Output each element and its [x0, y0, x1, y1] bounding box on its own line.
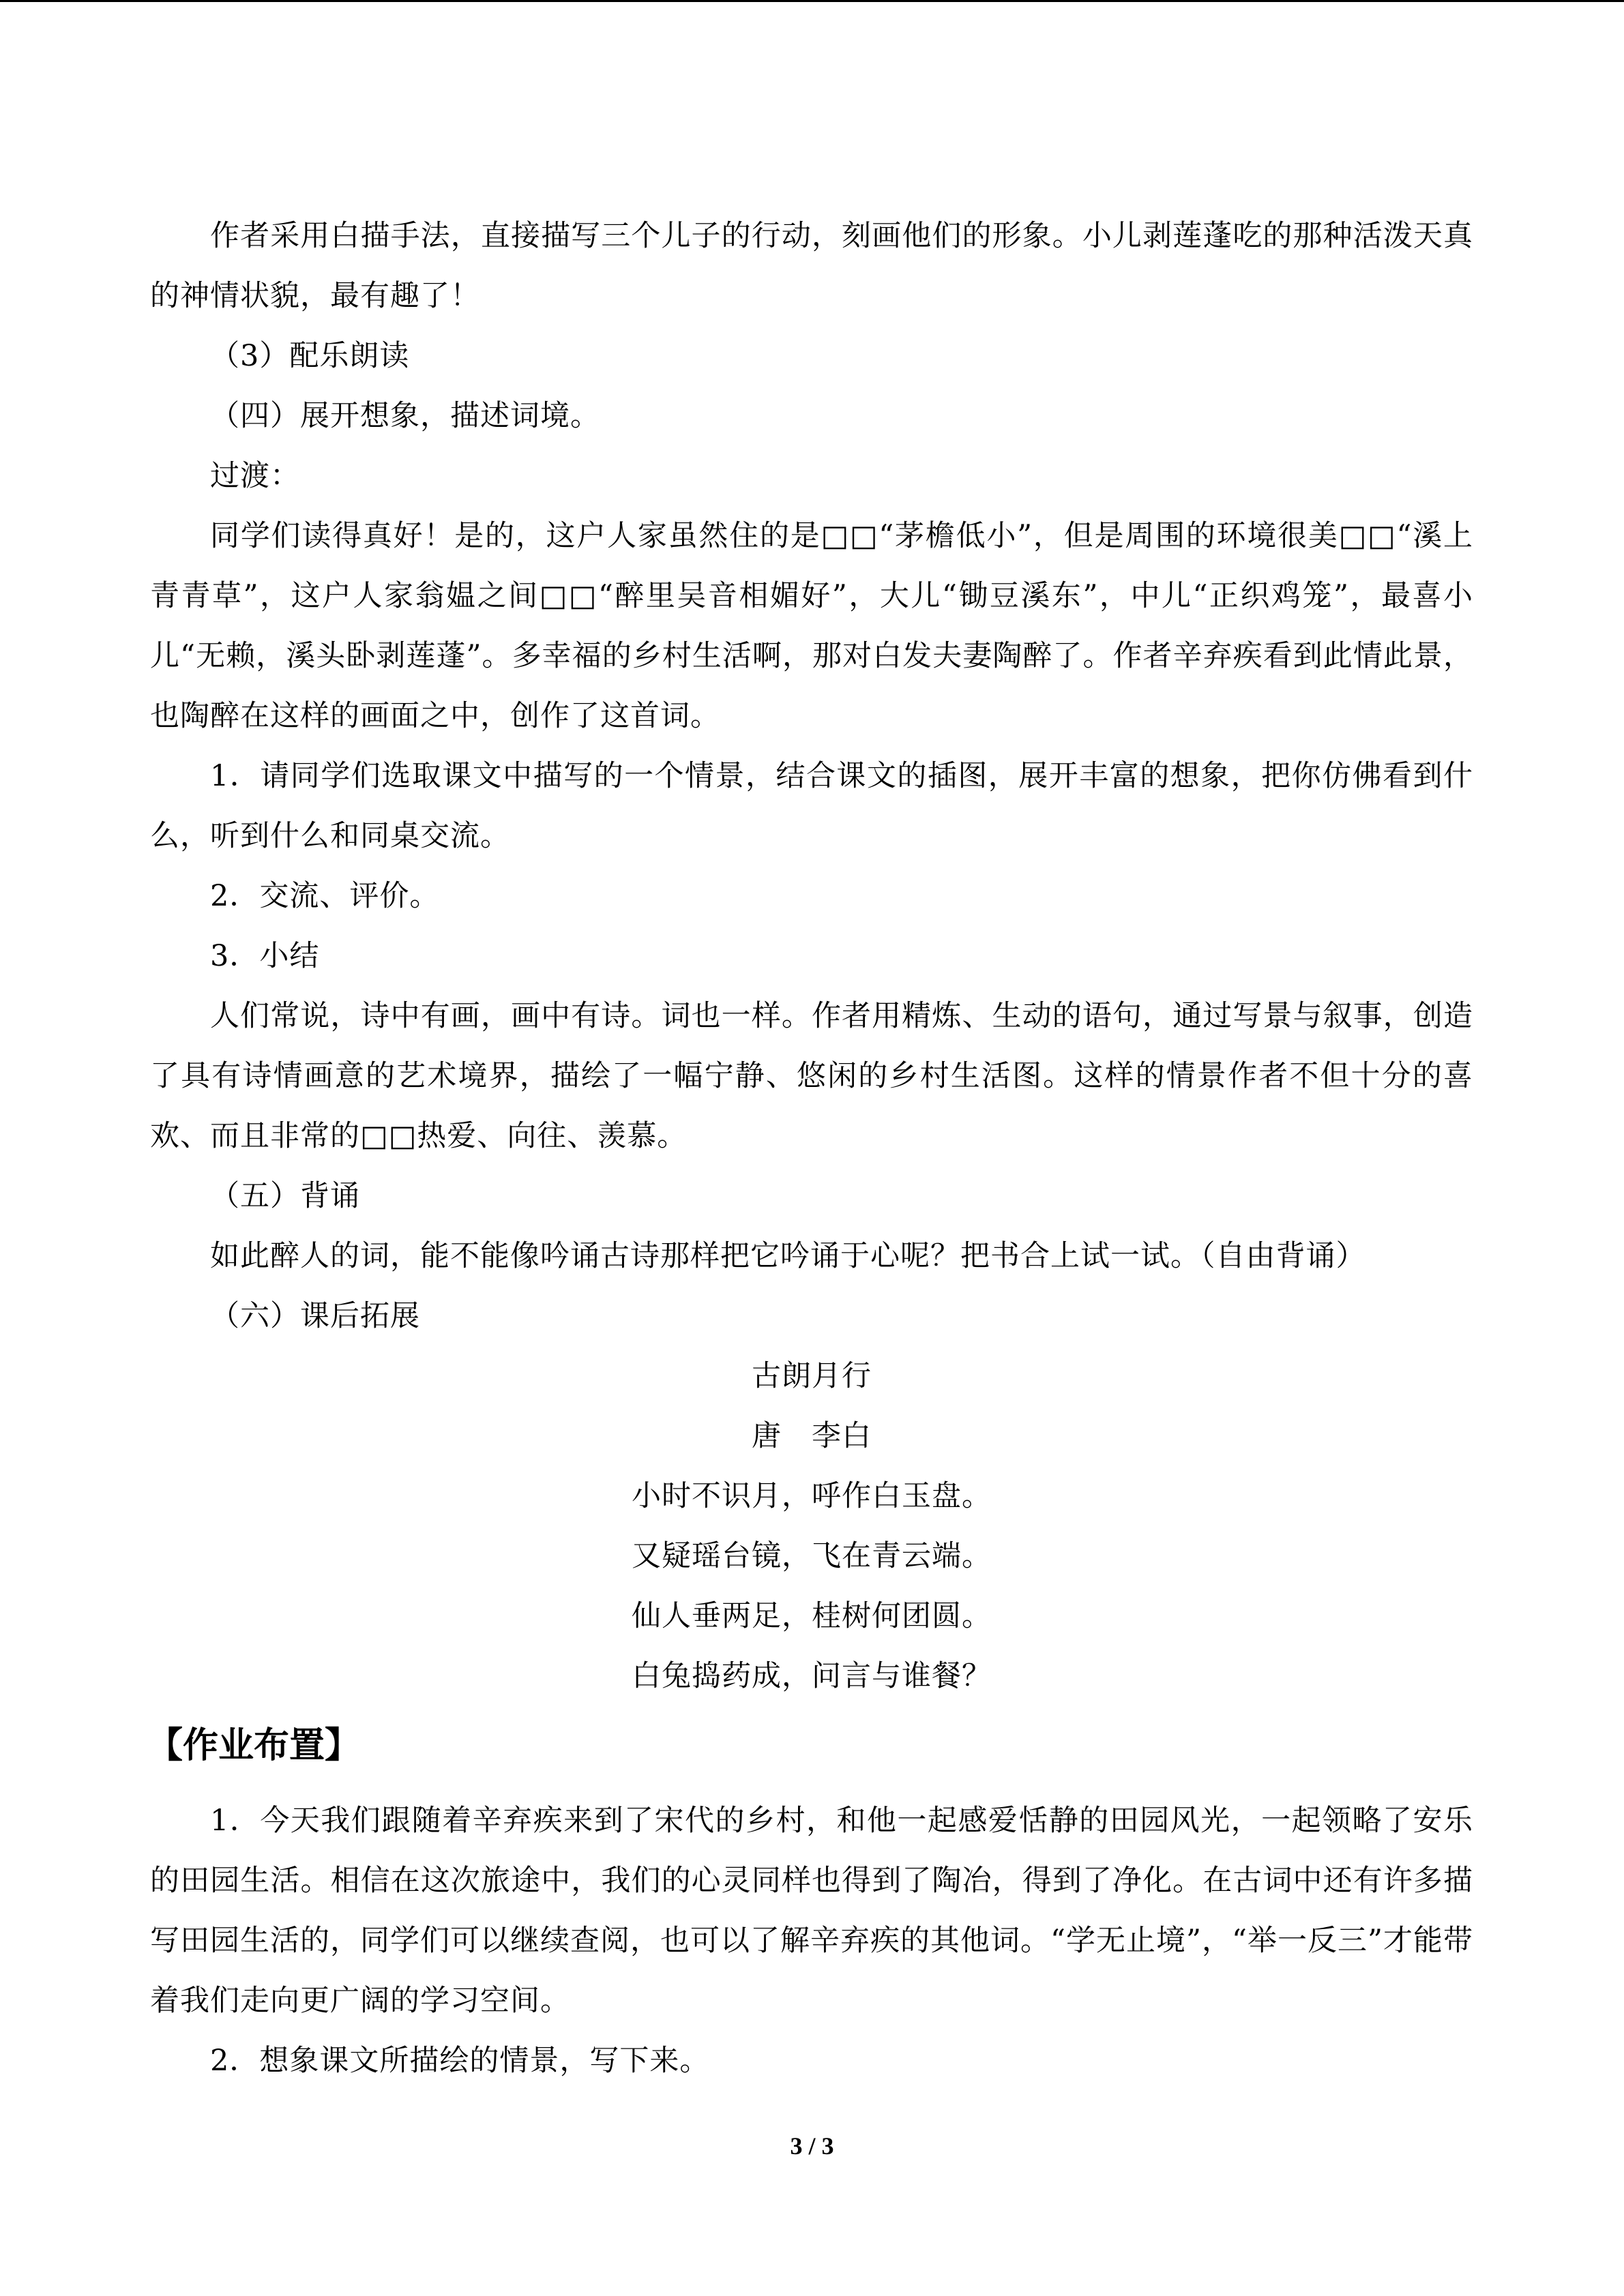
poem-line: 又疑瑶台镜，飞在青云端。 [632, 1539, 992, 1573]
section-four-heading: （四）展开想象，描述词境。 [210, 399, 600, 433]
paragraph-transition: 同学们读得真好！是的，这户人家虽然住的是□□“茅檐低小”，但是周围的环境很美□□“溪上青青草”，这户人家翁媪之间□□“醉里吴音相媚好”，大儿“锄豆溪东”，中儿“正织鸡笼”，最喜小儿“无赖，溪头卧剥莲蓬”。多幸福的乡村生活啊，那对白发夫妻陶醉了。作者辛弃疾看到此情此景，也陶醉在这样的画面之中，创作了这首词。 [150, 519, 1473, 733]
section-five-heading: （五）背诵 [210, 1179, 360, 1213]
poem-title: 古朗月行 [752, 1359, 872, 1393]
paragraph-recite: 如此醉人的词，能不能像吟诵古诗那样把它吟诵于心呢？把书合上试一试。（自由背诵） [210, 1239, 1366, 1273]
top-border-line [0, 0, 1624, 2]
transition-label: 过渡： [210, 459, 300, 493]
step-2-discuss: 2．交流、评价。 [210, 879, 440, 913]
homework-item: 1．今天我们跟随着辛弃疾来到了宋代的乡村，和他一起感爱恬静的田园风光，一起领略了安乐的田园生活。相信在这次旅途中，我们的心灵同样也得到了陶冶，得到了净化。在古词中还有许多描写田园生活的，同学们可以继续查阅，也可以了解辛弃疾的其他词。“学无止境”，“举一反三”才能带着我们走向更广阔的学习空间。 [150, 1804, 1473, 2018]
poem-line: 小时不识月，呼作白玉盘。 [632, 1479, 992, 1513]
poem-line: 白兔捣药成，问言与谁餐？ [632, 1659, 992, 1693]
step-1-imagine: 1．请同学们选取课文中描写的一个情景，结合课文的插图，展开丰富的想象，把你仿佛看到什么，听到什么和同桌交流。 [150, 759, 1473, 853]
page-number: 3 / 3 [790, 2132, 834, 2160]
section-six-heading: （六）课后拓展 [210, 1299, 420, 1333]
homework-item: 2．想象课文所描绘的情景，写下来。 [210, 2044, 710, 2078]
step-3-summary: 3．小结 [210, 939, 320, 973]
poem-line: 仙人垂两足，桂树何团圆。 [632, 1599, 992, 1633]
paragraph-summary: 人们常说，诗中有画，画中有诗。词也一样。作者用精炼、生动的语句，通过写景与叙事，创造了具有诗情画意的艺术境界，描绘了一幅宁静、悠闲的乡村生活图。这样的情景作者不但十分的喜欢、而且非常的□□热爱、向往、羡慕。 [150, 999, 1473, 1153]
document-body [147, 206, 1473, 2091]
poem-block [150, 1346, 1473, 1706]
paragraph-analysis: 作者采用白描手法，直接描写三个儿子的行动，刻画他们的形象。小儿剥莲蓬吃的那种活泼天真的神情状貌，最有趣了！ [150, 219, 1473, 313]
homework-heading: 【作业布置】 [147, 1725, 361, 1766]
poem-author: 唐 李白 [752, 1419, 872, 1453]
step-music-reading: （3）配乐朗读 [210, 339, 410, 373]
